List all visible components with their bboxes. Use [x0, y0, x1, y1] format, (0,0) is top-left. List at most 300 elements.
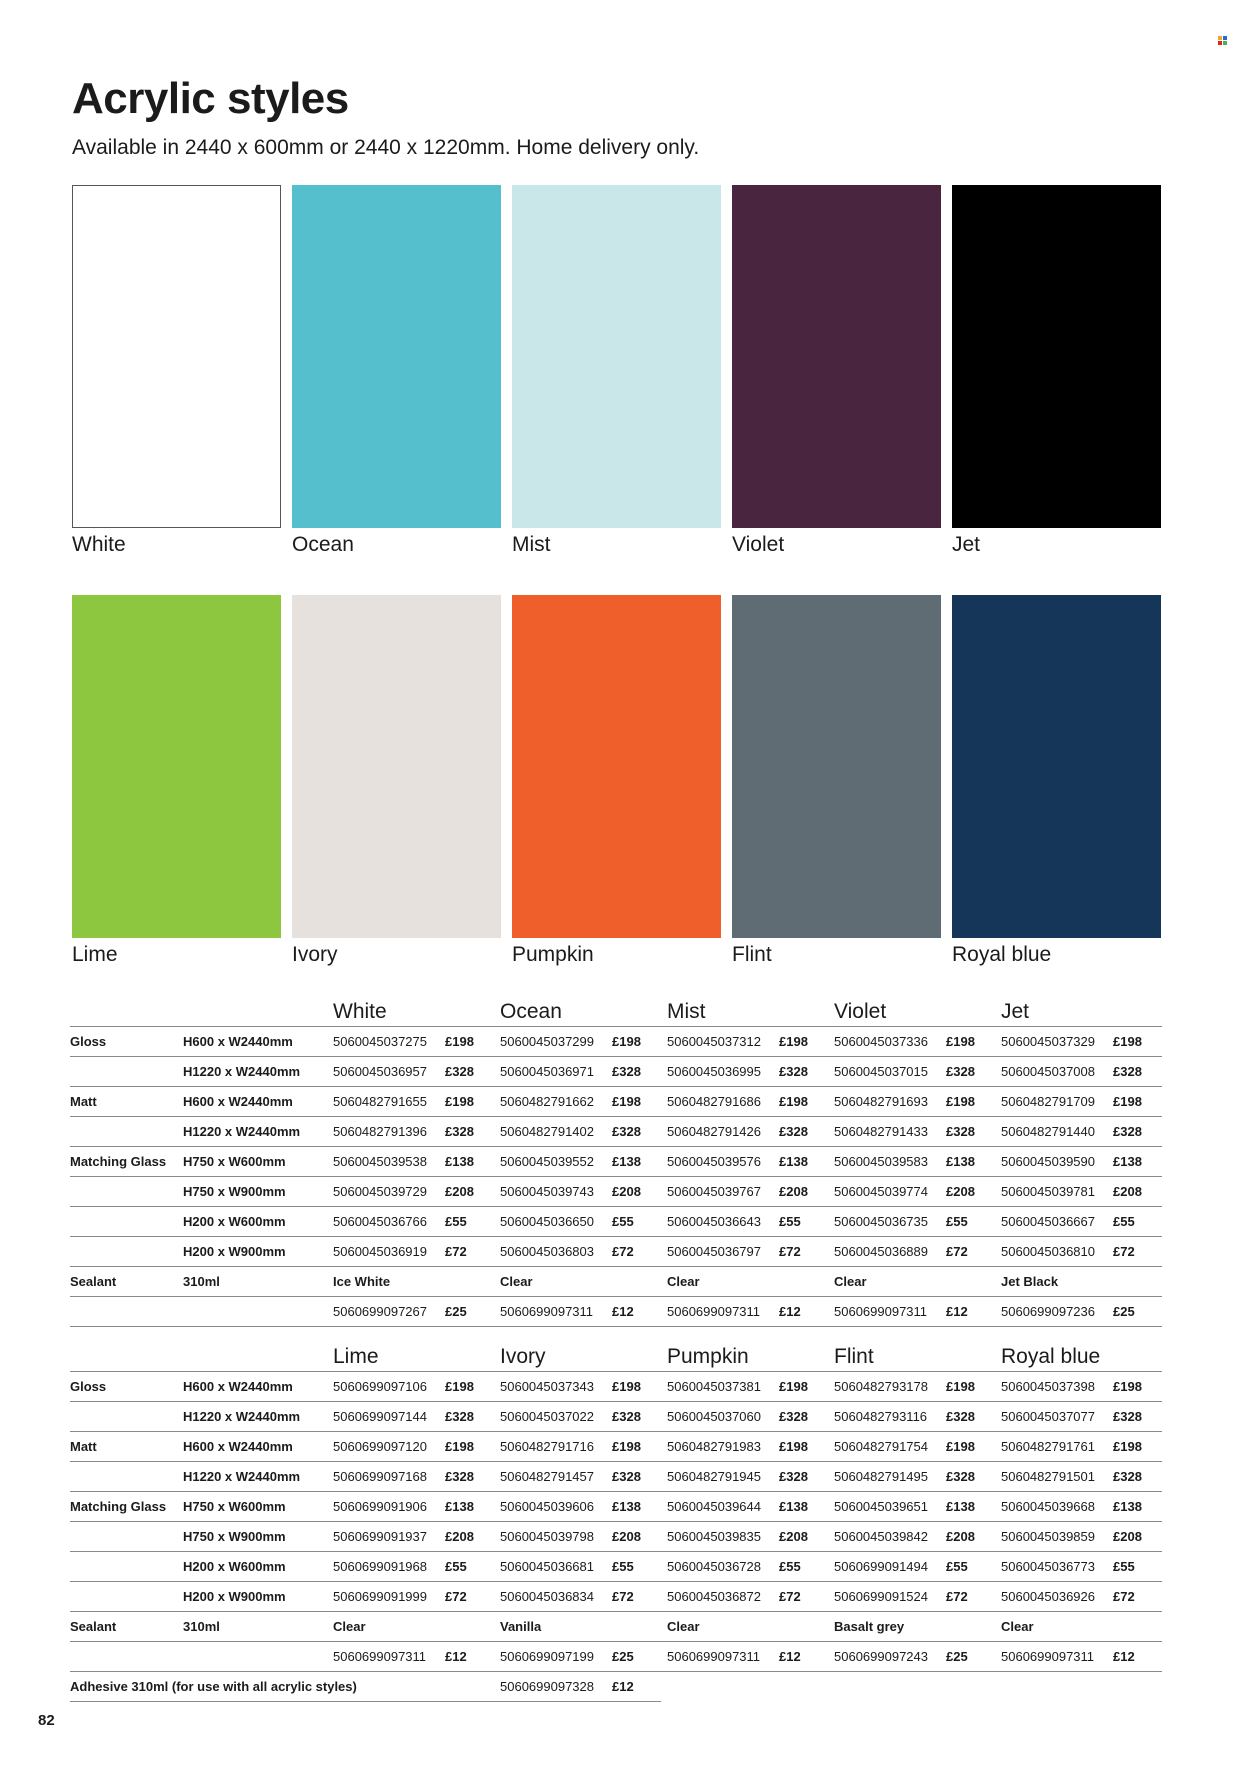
row-label: [70, 1642, 183, 1672]
price: £328: [612, 1117, 661, 1147]
ean-code: 5060482791396: [327, 1117, 445, 1147]
price: £72: [1113, 1237, 1162, 1267]
column-header: Ocean: [494, 990, 661, 1027]
ean-code: 5060482791655: [327, 1087, 445, 1117]
ean-code: 5060482791495: [828, 1462, 946, 1492]
price: £208: [779, 1522, 828, 1552]
price: £198: [445, 1372, 494, 1402]
column-header: Pumpkin: [661, 1335, 828, 1372]
ean-code: 5060699097311: [661, 1297, 779, 1327]
row-size: H200 x W900mm: [183, 1582, 327, 1612]
price: £72: [612, 1582, 661, 1612]
swatch-mist: [512, 185, 721, 528]
ean-code: 5060045036919: [327, 1237, 445, 1267]
ean-code: 5060045037015: [828, 1057, 946, 1087]
row-size: H1220 x W2440mm: [183, 1117, 327, 1147]
price: £72: [946, 1582, 995, 1612]
price: £12: [779, 1642, 828, 1672]
table-row: [70, 1177, 1162, 1207]
price: £138: [445, 1147, 494, 1177]
table-header-row: [70, 1335, 1162, 1372]
price: £55: [946, 1207, 995, 1237]
ean-code: 5060482791754: [828, 1432, 946, 1462]
table-row: [70, 1267, 1162, 1297]
price: £198: [946, 1087, 995, 1117]
ean-code: 5060045039644: [661, 1492, 779, 1522]
ean-code: 5060482791709: [995, 1087, 1113, 1117]
ean-code: 5060045036667: [995, 1207, 1113, 1237]
swatch-label: Ivory: [292, 943, 338, 966]
price: £12: [946, 1297, 995, 1327]
row-label: [70, 1552, 183, 1582]
price: £208: [612, 1177, 661, 1207]
price: £198: [1113, 1027, 1162, 1057]
ean-code: 5060699097311: [494, 1297, 612, 1327]
price: £198: [612, 1372, 661, 1402]
row-label: [70, 1582, 183, 1612]
column-header: Ivory: [494, 1335, 661, 1372]
swatch-label: Lime: [72, 943, 118, 966]
price: £328: [612, 1462, 661, 1492]
price: £328: [445, 1117, 494, 1147]
price: £25: [612, 1642, 661, 1672]
row-label: Gloss: [70, 1027, 183, 1057]
table-header-row: [70, 990, 1162, 1027]
ean-code: 5060699097328: [494, 1672, 612, 1702]
column-header: Mist: [661, 990, 828, 1027]
ean-code: 5060045036773: [995, 1552, 1113, 1582]
ean-code: 5060699097236: [995, 1297, 1113, 1327]
row-label: [70, 1237, 183, 1267]
ean-code: 5060045036926: [995, 1582, 1113, 1612]
swatch-violet: [732, 185, 941, 528]
price: £198: [612, 1027, 661, 1057]
table-row: [70, 1492, 1162, 1522]
swatch-flint: [732, 595, 941, 938]
price: £198: [612, 1432, 661, 1462]
price: £198: [946, 1372, 995, 1402]
swatch-royal-blue: [952, 595, 1161, 938]
row-label: Matt: [70, 1087, 183, 1117]
price: £208: [445, 1177, 494, 1207]
ean-code: 5060482793178: [828, 1372, 946, 1402]
price: £328: [612, 1402, 661, 1432]
ean-code: 5060699097267: [327, 1297, 445, 1327]
table-row: [70, 1642, 1162, 1672]
ean-code: 5060045036995: [661, 1057, 779, 1087]
price: £328: [445, 1402, 494, 1432]
price: £55: [1113, 1207, 1162, 1237]
sealant-variant: Clear: [828, 1267, 995, 1297]
ean-code: 5060699097168: [327, 1462, 445, 1492]
column-header: Violet: [828, 990, 995, 1027]
price: £25: [946, 1642, 995, 1672]
price: £198: [779, 1027, 828, 1057]
price: £208: [612, 1522, 661, 1552]
page-number: 82: [38, 1712, 55, 1729]
ean-code: 5060045037343: [494, 1372, 612, 1402]
ean-code: 5060045036643: [661, 1207, 779, 1237]
price: £198: [1113, 1432, 1162, 1462]
row-size: H750 x W600mm: [183, 1147, 327, 1177]
empty-cell: [1113, 1672, 1162, 1702]
ean-code: 5060699097144: [327, 1402, 445, 1432]
table-row: [70, 1207, 1162, 1237]
ean-code: 5060699097120: [327, 1432, 445, 1462]
price: £138: [1113, 1147, 1162, 1177]
ean-code: 5060699097311: [828, 1297, 946, 1327]
ean-code: 5060482791716: [494, 1432, 612, 1462]
swatch-label: Royal blue: [952, 943, 1052, 966]
sealant-variant: Ice White: [327, 1267, 494, 1297]
price: £208: [946, 1177, 995, 1207]
row-label: [70, 1207, 183, 1237]
price: £208: [946, 1522, 995, 1552]
sealant-variant: Vanilla: [494, 1612, 661, 1642]
row-label: [70, 1117, 183, 1147]
ean-code: 5060045037312: [661, 1027, 779, 1057]
empty-cell: [661, 1672, 779, 1702]
price: £12: [612, 1297, 661, 1327]
table-row: [70, 1297, 1162, 1327]
price: £328: [1113, 1117, 1162, 1147]
swatch-label: Ocean: [292, 533, 354, 556]
ean-code: 5060482791433: [828, 1117, 946, 1147]
ean-code: 5060045039576: [661, 1147, 779, 1177]
table-row: [70, 1582, 1162, 1612]
column-header: Flint: [828, 1335, 995, 1372]
ean-code: 5060045039583: [828, 1147, 946, 1177]
header-spacer: [70, 990, 327, 1027]
table-row: [70, 1087, 1162, 1117]
table-row: [70, 1522, 1162, 1552]
price: £208: [445, 1522, 494, 1552]
price: £198: [445, 1087, 494, 1117]
row-size: 310ml: [183, 1267, 327, 1297]
ean-code: 5060482791693: [828, 1087, 946, 1117]
price: £328: [779, 1057, 828, 1087]
ean-code: 5060482791761: [995, 1432, 1113, 1462]
column-header: White: [327, 990, 494, 1027]
swatch-label: Flint: [732, 943, 772, 966]
ean-code: 5060045039552: [494, 1147, 612, 1177]
price: £138: [946, 1147, 995, 1177]
ean-code: 5060045036971: [494, 1057, 612, 1087]
ean-code: 5060045039606: [494, 1492, 612, 1522]
price: £138: [779, 1147, 828, 1177]
price: £328: [445, 1057, 494, 1087]
ean-code: 5060045039729: [327, 1177, 445, 1207]
ean-code: 5060045039842: [828, 1522, 946, 1552]
ean-code: 5060045036957: [327, 1057, 445, 1087]
price: £55: [779, 1207, 828, 1237]
sealant-variant: Clear: [995, 1612, 1162, 1642]
price: £198: [1113, 1087, 1162, 1117]
row-size: H600 x W2440mm: [183, 1372, 327, 1402]
ean-code: 5060045039781: [995, 1177, 1113, 1207]
table-row: [70, 1432, 1162, 1462]
row-size: H750 x W600mm: [183, 1492, 327, 1522]
ean-code: 5060045036834: [494, 1582, 612, 1612]
sealant-variant: Clear: [494, 1267, 661, 1297]
column-header: Lime: [327, 1335, 494, 1372]
row-size: H1220 x W2440mm: [183, 1057, 327, 1087]
ean-code: 5060045036803: [494, 1237, 612, 1267]
price-table-2: [70, 1335, 1162, 1702]
adhesive-label: Adhesive 310ml (for use with all acrylic styles): [70, 1672, 494, 1702]
table-row: [70, 1372, 1162, 1402]
table-row: [70, 1612, 1162, 1642]
swatch-ivory: [292, 595, 501, 938]
table-row: [70, 1402, 1162, 1432]
ean-code: 5060045039798: [494, 1522, 612, 1552]
sealant-variant: Clear: [327, 1612, 494, 1642]
table-row: [70, 1462, 1162, 1492]
ean-code: 5060045036728: [661, 1552, 779, 1582]
ean-code: 5060045037398: [995, 1372, 1113, 1402]
price: £55: [1113, 1552, 1162, 1582]
ean-code: 5060045037299: [494, 1027, 612, 1057]
row-label: Gloss: [70, 1372, 183, 1402]
table-row: [70, 1057, 1162, 1087]
ean-code: 5060482793116: [828, 1402, 946, 1432]
ean-code: 5060045036735: [828, 1207, 946, 1237]
ean-code: 5060045036810: [995, 1237, 1113, 1267]
price: £72: [1113, 1582, 1162, 1612]
ean-code: 5060045039651: [828, 1492, 946, 1522]
row-size: [183, 1642, 327, 1672]
swatch-jet: [952, 185, 1161, 528]
ean-code: 5060699091494: [828, 1552, 946, 1582]
price: £138: [612, 1492, 661, 1522]
price-table-1: [70, 990, 1162, 1327]
ean-code: 5060045039859: [995, 1522, 1113, 1552]
table-row: [70, 1117, 1162, 1147]
swatch-pumpkin: [512, 595, 721, 938]
price: £55: [612, 1207, 661, 1237]
swatch-label: Violet: [732, 533, 785, 556]
row-label: Matt: [70, 1432, 183, 1462]
price: £328: [612, 1057, 661, 1087]
page-title: Acrylic styles: [72, 74, 349, 123]
ean-code: 5060045036650: [494, 1207, 612, 1237]
price: £55: [946, 1552, 995, 1582]
price: £198: [779, 1432, 828, 1462]
price: £138: [946, 1492, 995, 1522]
column-header: Jet: [995, 990, 1162, 1027]
table-row: [70, 1552, 1162, 1582]
price: £328: [445, 1462, 494, 1492]
ean-code: 5060482791457: [494, 1462, 612, 1492]
ean-code: 5060482791426: [661, 1117, 779, 1147]
row-size: H600 x W2440mm: [183, 1432, 327, 1462]
ean-code: 5060045039538: [327, 1147, 445, 1177]
header-spacer: [70, 1335, 327, 1372]
row-label: Matching Glass: [70, 1492, 183, 1522]
table-row: [70, 1147, 1162, 1177]
row-size: H200 x W600mm: [183, 1552, 327, 1582]
ean-code: 5060045036872: [661, 1582, 779, 1612]
swatch-label: Mist: [512, 533, 551, 556]
row-label: [70, 1402, 183, 1432]
price: £198: [779, 1372, 828, 1402]
ean-code: 5060482791501: [995, 1462, 1113, 1492]
row-label: [70, 1057, 183, 1087]
price: £72: [445, 1237, 494, 1267]
ean-code: 5060699091999: [327, 1582, 445, 1612]
price: £55: [445, 1207, 494, 1237]
page-subtitle: Available in 2440 x 600mm or 2440 x 1220mm. Home delivery only.: [72, 136, 700, 159]
row-size: [183, 1297, 327, 1327]
swatch-lime: [72, 595, 281, 938]
ean-code: 5060482791440: [995, 1117, 1113, 1147]
price: £138: [612, 1147, 661, 1177]
ean-code: 5060045036681: [494, 1552, 612, 1582]
empty-cell: [995, 1672, 1113, 1702]
ean-code: 5060045037329: [995, 1027, 1113, 1057]
price: £55: [612, 1552, 661, 1582]
price: £328: [1113, 1462, 1162, 1492]
price: £328: [779, 1402, 828, 1432]
price: £328: [1113, 1057, 1162, 1087]
ean-code: 5060699091524: [828, 1582, 946, 1612]
column-header: Royal blue: [995, 1335, 1162, 1372]
ean-code: 5060482791686: [661, 1087, 779, 1117]
ean-code: 5060045037381: [661, 1372, 779, 1402]
price: £25: [445, 1297, 494, 1327]
ean-code: 5060699097311: [661, 1642, 779, 1672]
row-size: H750 x W900mm: [183, 1177, 327, 1207]
ean-code: 5060045037336: [828, 1027, 946, 1057]
ean-code: 5060045037077: [995, 1402, 1113, 1432]
row-label: [70, 1462, 183, 1492]
ean-code: 5060699091937: [327, 1522, 445, 1552]
sealant-variant: Jet Black: [995, 1267, 1162, 1297]
price: £208: [1113, 1177, 1162, 1207]
price: £198: [946, 1027, 995, 1057]
row-label: Sealant: [70, 1612, 183, 1642]
row-size: H200 x W900mm: [183, 1237, 327, 1267]
ean-code: 5060045037008: [995, 1057, 1113, 1087]
ean-code: 5060045037060: [661, 1402, 779, 1432]
row-label: [70, 1522, 183, 1552]
price: £72: [946, 1237, 995, 1267]
ean-code: 5060045039835: [661, 1522, 779, 1552]
price: £328: [946, 1402, 995, 1432]
price: £12: [612, 1672, 661, 1702]
swatch-white: [72, 185, 281, 528]
ean-code: 5060699097311: [327, 1642, 445, 1672]
row-label: [70, 1297, 183, 1327]
ean-code: 5060482791662: [494, 1087, 612, 1117]
row-label: Matching Glass: [70, 1147, 183, 1177]
price: £12: [445, 1642, 494, 1672]
adhesive-row: [70, 1672, 1162, 1702]
price: £72: [612, 1237, 661, 1267]
ean-code: 5060045039590: [995, 1147, 1113, 1177]
price: £12: [1113, 1642, 1162, 1672]
ean-code: 5060045036797: [661, 1237, 779, 1267]
price: £198: [1113, 1372, 1162, 1402]
empty-cell: [828, 1672, 946, 1702]
price: £55: [445, 1552, 494, 1582]
sealant-variant: Basalt grey: [828, 1612, 995, 1642]
ean-code: 5060045037275: [327, 1027, 445, 1057]
price: £208: [1113, 1522, 1162, 1552]
price: £55: [779, 1552, 828, 1582]
ean-code: 5060699097311: [995, 1642, 1113, 1672]
price: £328: [779, 1462, 828, 1492]
row-size: H200 x W600mm: [183, 1207, 327, 1237]
empty-cell: [946, 1672, 995, 1702]
row-size: 310ml: [183, 1612, 327, 1642]
table-row: [70, 1027, 1162, 1057]
row-size: H750 x W900mm: [183, 1522, 327, 1552]
price: £25: [1113, 1297, 1162, 1327]
table-row: [70, 1237, 1162, 1267]
ean-code: 5060045039767: [661, 1177, 779, 1207]
price: £72: [445, 1582, 494, 1612]
ean-code: 5060482791983: [661, 1432, 779, 1462]
price: £198: [779, 1087, 828, 1117]
ean-code: 5060045039668: [995, 1492, 1113, 1522]
price: £72: [779, 1582, 828, 1612]
ean-code: 5060045036889: [828, 1237, 946, 1267]
price: £198: [445, 1027, 494, 1057]
price: £328: [946, 1057, 995, 1087]
row-size: H1220 x W2440mm: [183, 1402, 327, 1432]
sealant-variant: Clear: [661, 1612, 828, 1642]
row-size: H600 x W2440mm: [183, 1027, 327, 1057]
ean-code: 5060699097106: [327, 1372, 445, 1402]
sealant-variant: Clear: [661, 1267, 828, 1297]
price: £198: [612, 1087, 661, 1117]
ean-code: 5060699091968: [327, 1552, 445, 1582]
swatch-ocean: [292, 185, 501, 528]
ean-code: 5060699091906: [327, 1492, 445, 1522]
price: £12: [779, 1297, 828, 1327]
ean-code: 5060045039743: [494, 1177, 612, 1207]
price: £198: [946, 1432, 995, 1462]
price: £208: [779, 1177, 828, 1207]
brand-logo: [1218, 36, 1227, 45]
row-label: [70, 1177, 183, 1207]
row-size: H600 x W2440mm: [183, 1087, 327, 1117]
ean-code: 5060699097199: [494, 1642, 612, 1672]
price: £328: [779, 1117, 828, 1147]
ean-code: 5060482791945: [661, 1462, 779, 1492]
swatch-label: White: [72, 533, 126, 556]
price: £328: [946, 1462, 995, 1492]
price: £328: [1113, 1402, 1162, 1432]
ean-code: 5060045039774: [828, 1177, 946, 1207]
row-size: H1220 x W2440mm: [183, 1462, 327, 1492]
price: £138: [1113, 1492, 1162, 1522]
price: £198: [445, 1432, 494, 1462]
ean-code: 5060045037022: [494, 1402, 612, 1432]
empty-cell: [779, 1672, 828, 1702]
price: £138: [445, 1492, 494, 1522]
swatch-label: Jet: [952, 533, 981, 556]
price: £138: [779, 1492, 828, 1522]
ean-code: 5060699097243: [828, 1642, 946, 1672]
swatch-label: Pumpkin: [512, 943, 594, 966]
row-label: Sealant: [70, 1267, 183, 1297]
ean-code: 5060482791402: [494, 1117, 612, 1147]
ean-code: 5060045036766: [327, 1207, 445, 1237]
price: £328: [946, 1117, 995, 1147]
price: £72: [779, 1237, 828, 1267]
